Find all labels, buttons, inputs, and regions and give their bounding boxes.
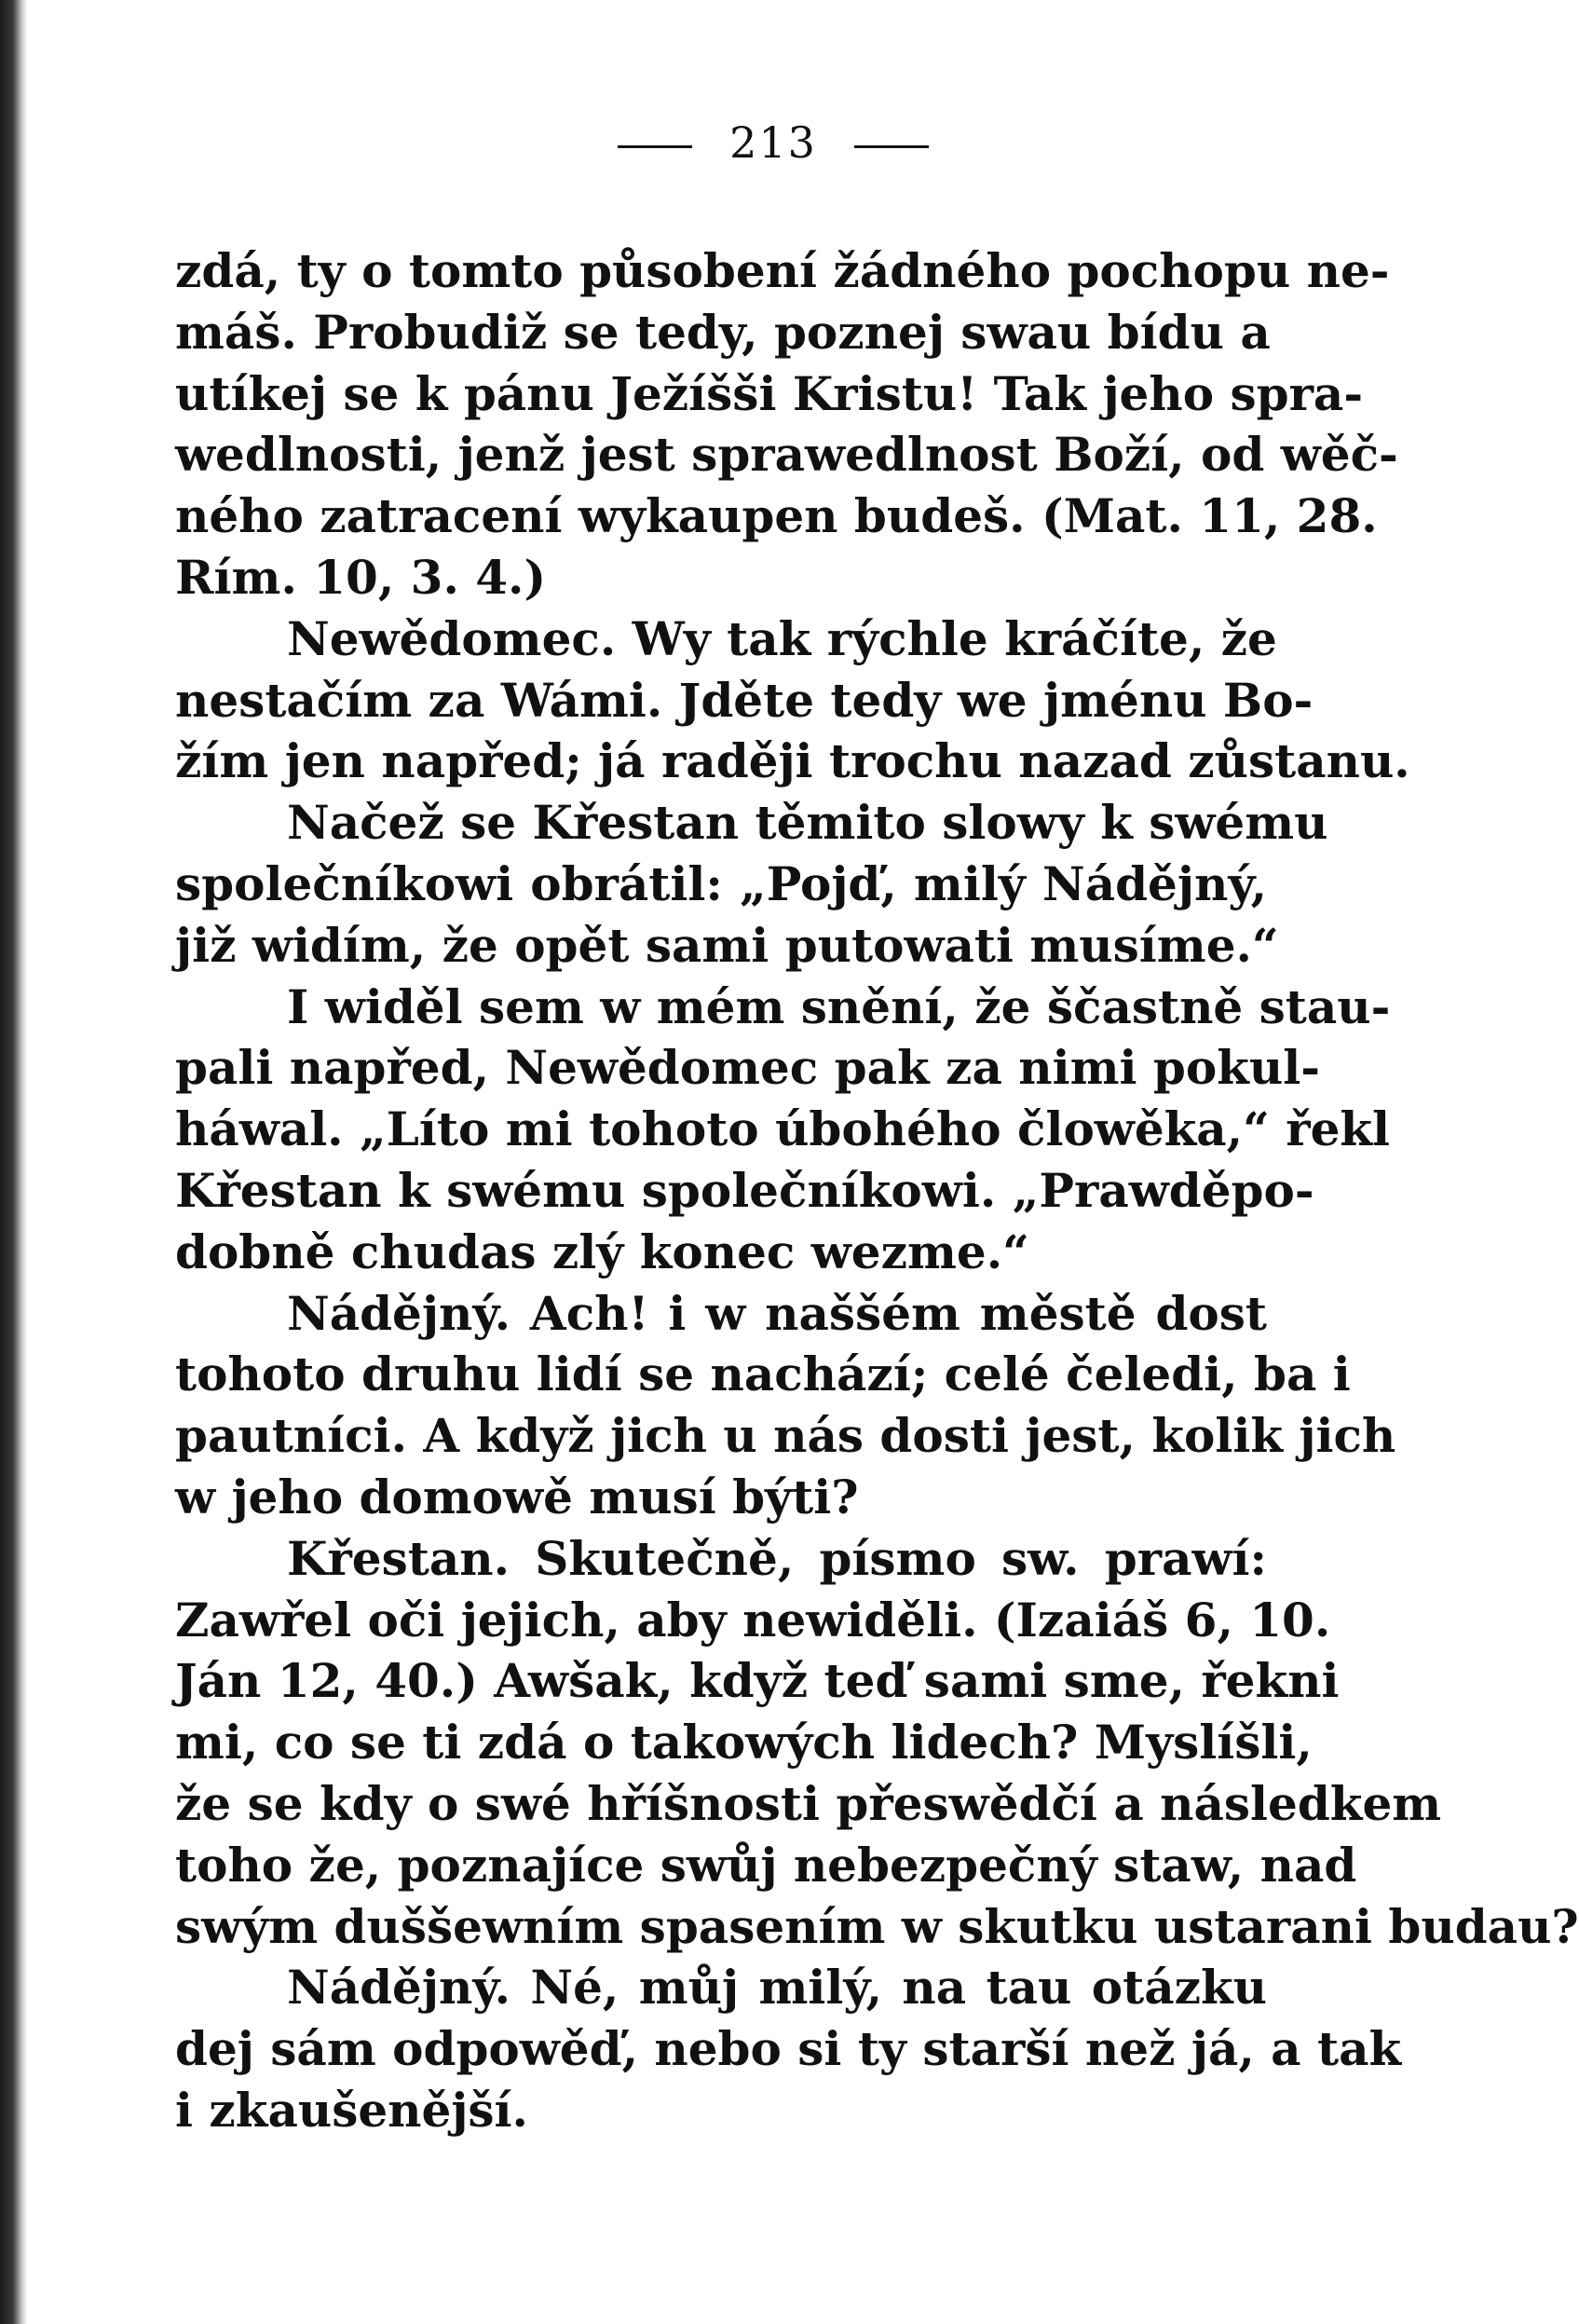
text-line: pautníci. A když jich u nás dosti jest, kolik jich — [175, 1408, 1396, 1464]
page-number: 213 — [729, 117, 817, 168]
text-line: nestačím za Wámi. Jděte tedy we jménu Bo- — [175, 672, 1314, 728]
text-line: společníkowi obrátil: „Pojď, milý Nádějný, — [175, 855, 1267, 911]
text-line: dej sám odpowěď, nebo si ty starší než já, a tak — [175, 2021, 1402, 2077]
page-header — [0, 117, 1546, 168]
header-dash-right — [854, 145, 929, 148]
text-line: žím jen napřed; já raději trochu nazad zůstanu. — [175, 733, 1410, 789]
text-line: Křestan k swému společníkowi. „Prawděpo- — [175, 1162, 1314, 1218]
text-line: již widím, že opět sami putowati musíme.“ — [175, 917, 1279, 973]
text-line: ného zatracení wykaupen budeš. (Mat. 11, 28. — [175, 488, 1378, 544]
text-line: dobně chudas zlý konec wezme.“ — [175, 1224, 1029, 1279]
text-line: wedlnosti, jenž jest sprawedlnost Boží, od wěč- — [175, 427, 1398, 483]
text-line: máš. Probudiž se tedy, poznej swau bídu a — [175, 304, 1271, 360]
text-line: Rím. 10, 3. 4.) — [175, 549, 547, 605]
text-line: Načež se Křestan těmito slowy k swému — [287, 795, 1328, 851]
header-dash-left — [618, 145, 692, 148]
text-line: i zkaušenější. — [175, 2082, 528, 2138]
text-line: Nádějný. Né, můj milý, na tau otázku — [287, 1960, 1267, 2016]
text-line: toho že, poznajíce swůj nebezpečný staw, nad — [175, 1837, 1357, 1893]
text-line: Newědomec. Wy tak rýchle kráčíte, že — [287, 610, 1277, 666]
text-line: Nádějný. Ach! i w naššém městě dost — [287, 1285, 1267, 1341]
text-line: zdá, ty o tomto působení žádného pochopu ne- — [175, 243, 1390, 298]
text-line: háwal. „Líto mi tohoto úbohého člowěka,“ řekl — [175, 1101, 1391, 1157]
text-line: že se kdy o swé hříšnosti přeswědčí a následkem — [175, 1775, 1442, 1831]
text-line: swým duššewním spasením w skutku ustarani budau? — [175, 1898, 1579, 1954]
text-line: Křestan. Skutečně, písmo sw. prawí: — [287, 1530, 1267, 1586]
text-line: mi, co se ti zdá o takowých lidech? Myslíšli, — [175, 1715, 1313, 1770]
text-line: utíkej se k pánu Ježíšši Kristu! Tak jeho spra- — [175, 365, 1364, 421]
text-line: w jeho domowě musí býti? — [175, 1469, 859, 1524]
body-text — [175, 240, 1579, 2141]
text-line: Zawřel oči jejich, aby newiděli. (Izaiáš 6, 10. — [175, 1592, 1331, 1647]
text-line: pali napřed, Newědomec pak za nimi pokul- — [175, 1040, 1320, 1096]
text-line: I widěl sem w mém snění, že ščastně stau- — [287, 978, 1391, 1034]
text-line: Ján 12, 40.) Awšak, když teď sami sme, řekni — [175, 1653, 1340, 1709]
text-line: tohoto druhu lidí se nachází; celé čeledi, ba i — [175, 1347, 1351, 1402]
